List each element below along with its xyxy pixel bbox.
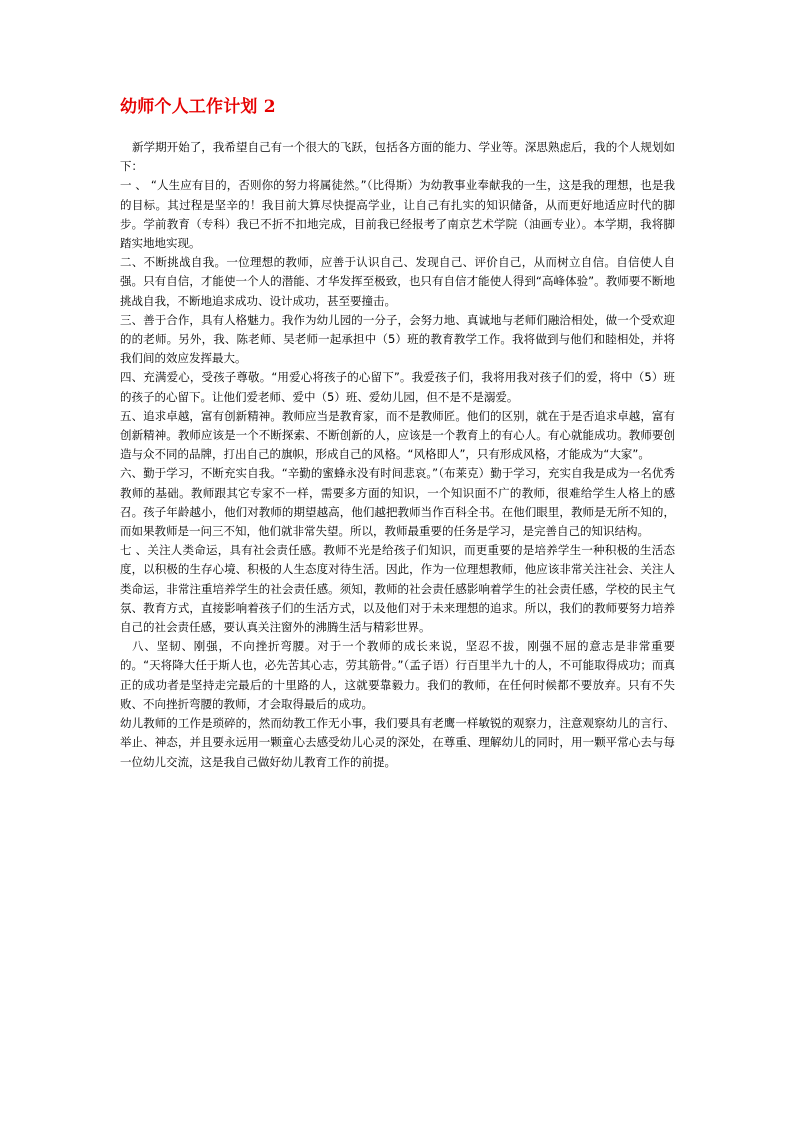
- section-2-self-challenge-paragraph: 二、不断挑战自我。一位理想的教师，应善于认识自己、发现自己、评价自己，从而树立自信。自信使人自强。只有自信，才能使一个人的潜能、才华发挥至极致，也只有自信才能使人得到“高峰体验”。教师要不断地挑战自我，不断地追求成功、设计成功，甚至要撞击。: [120, 255, 675, 308]
- section-7-responsibility-paragraph: 七 、关注人类命运，具有社会责任感。教师不光是给孩子们知识，而更重要的是培养学生一种积极的生活态度，以积极的生存心境、积极的人生态度对待生活。因此，作为一位理想教师，他应该非常关注社会、关注人类命运，非常注重培养学生的社会责任感。须知，教师的社会责任感影响着学生的社会责任感，学校的民主气氛、教育方式，直接影响着孩子们的生活方式，以及他们对于未来理想的追求。所以，我们的教师要努力培养自己的社会责任感，要认真关注窗外的沸腾生活与精彩世界。: [120, 543, 675, 635]
- section-6-learning-paragraph: 六、勤于学习，不断充实自我。“辛勤的蜜蜂永没有时间悲哀。”（布莱克）勤于学习，充实自我是成为一名优秀教师的基础。教师跟其它专家不一样，需要多方面的知识，一个知识面不广的教师，很难给学生人格上的感召。孩子年龄越小，他们对教师的期望越高，他们越把教师当作百科全书。在他们眼里，教师是无所不知的，而如果教师是一问三不知，他们就非常失望。所以，教师最重要的任务是学习，是完善自己的知识结构。: [120, 466, 675, 539]
- section-1-goal-paragraph: 一 、 “人生应有目的，否则你的努力将属徒然。”（比得斯）为幼教事业奉献我的一生，这是我的理想，也是我的目标。其过程是坚辛的！我目前大算尽快提高学业，让自己有扎实的知识储备，从而更好地适应时代的脚步。学前教育（专科）我已不折不扣地完成，目前我已经报考了南京艺术学院（油画专业）。本学期，我将脚踏实地地实现。: [120, 178, 675, 251]
- section-4-love-paragraph: 四、充满爱心，受孩子尊敬。“用爱心将孩子的心留下”。我爱孩子们，我将用我对孩子们的爱，将中（5）班的孩子的心留下。让他们爱老师、爱中（5）班、爱幼儿园，但不是不是溺爱。: [120, 370, 675, 404]
- document-body: [120, 138, 675, 772]
- section-3-cooperation-paragraph: 三、善于合作，具有人格魅力。我作为幼儿园的一分子，会努力地、真诚地与老师们融洽相处，做一个受欢迎的的老师。另外，我、陈老师、吴老师一起承担中（5）班的教育教学工作。我将做到与他们和睦相处，并将我们间的效应发挥最大。: [120, 312, 675, 366]
- section-5-excellence-paragraph: 五、追求卓越，富有创新精神。教师应当是教育家，而不是教师匠。他们的区别，就在于是否追求卓越，富有创新精神。教师应该是一个不断探索、不断创新的人，应该是一个教育上的有心人。有心就能成功。教师要创造与众不同的品牌，打出自己的旗帜，形成自己的风格。“风格即人”，只有形成风格，才能成为“大家”。: [120, 408, 675, 462]
- document-title: 幼师个人工作计划 2: [120, 97, 276, 117]
- intro-paragraph: 新学期开始了，我希望自己有一个很大的飞跃，包括各方面的能力、学业等。深思熟虑后，我的个人规划如下：: [120, 140, 675, 174]
- section-8-perseverance-paragraph: 八、坚韧、刚强，不向挫折弯腰。对于一个教师的成长来说，坚忍不拔，刚强不屈的意志是非常重要的。“天将降大任于斯人也，必先苦其心志，劳其筋骨。”（孟子语）行百里半九十的人，不可能取得成功；而真正的成功者是坚持走完最后的十里路的人，这就要靠毅力。我们的教师，在任何时候都不要放弃。只有不失败、不向挫折弯腰的教师，才会取得最后的成功。: [120, 639, 675, 711]
- conclusion-paragraph: 幼儿教师的工作是琐碎的，然而幼教工作无小事，我们要具有老鹰一样敏锐的观察力，注意观察幼儿的言行、举止、神态，并且要永远用一颗童心去感受幼儿心灵的深处，在尊重、理解幼儿的同时，用一颗平常心去与每一位幼儿交流，这是我自己做好幼儿教育工作的前提。: [120, 716, 675, 769]
